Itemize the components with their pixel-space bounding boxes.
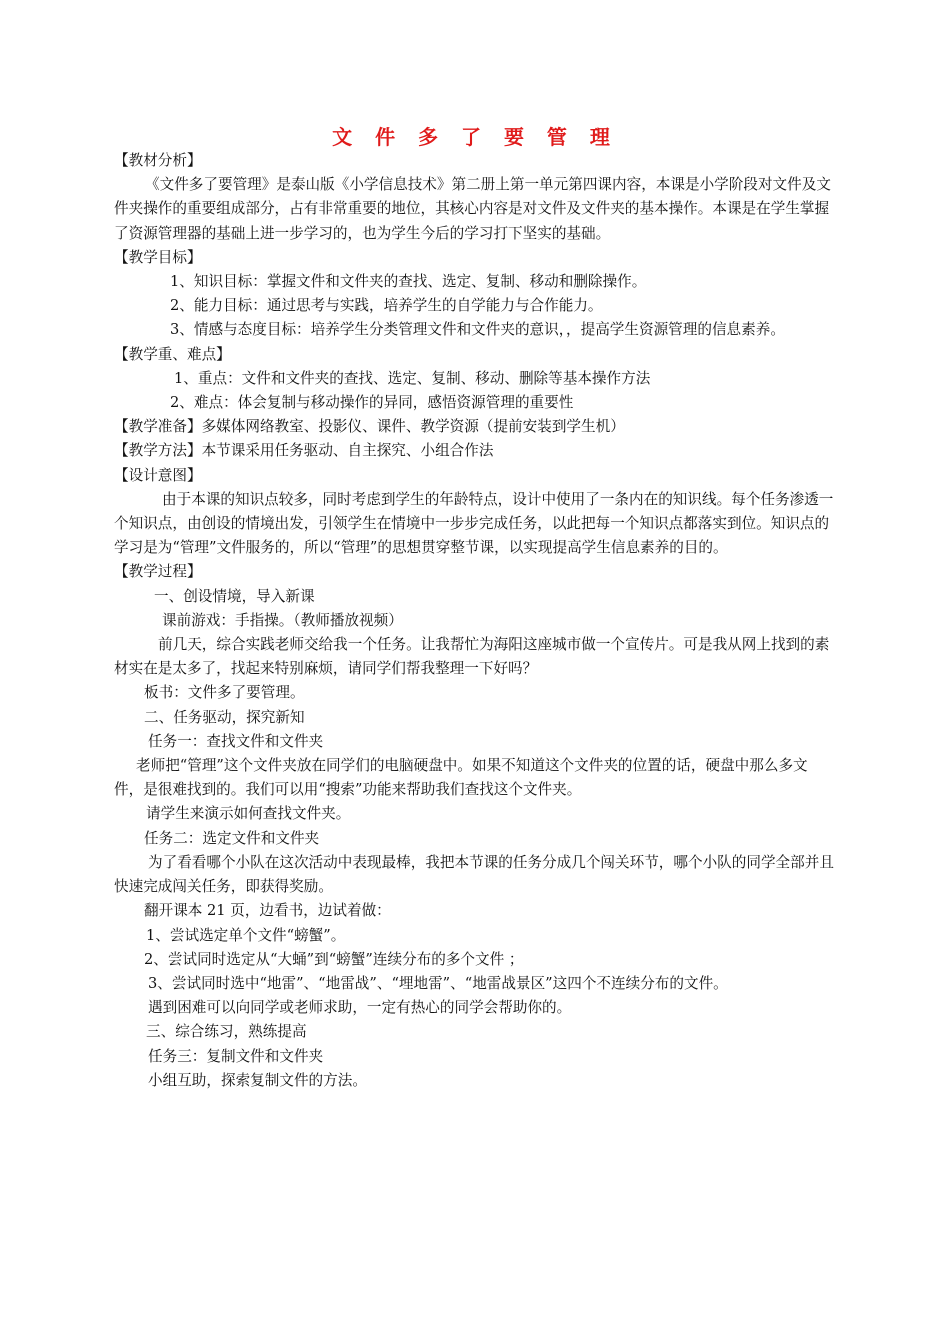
- paragraph: 一、创设情境，导入新课: [154, 587, 315, 605]
- paragraph: 课前游戏：手指操。（教师播放视频）: [162, 611, 403, 629]
- list-item: 2、能力目标：通过思考与实践，培养学生的自学能力与合作能力。: [170, 297, 603, 315]
- paragraph: 前几天，综合实践老师交给我一个任务。让我帮忙为海阳这座城市做一个宣传片。可是我从网上找到的素材实在是太多了，找起来特别麻烦，请同学们帮我整理一下好吗？: [114, 636, 830, 678]
- paragraph: 请学生来演示如何查找文件夹。: [146, 805, 351, 823]
- paragraph: 任务一：查找文件和文件夹: [148, 732, 324, 750]
- list-item: 2、尝试同时选定从“大蛹”到“螃蟹”连续分布的多个文件 ；: [144, 950, 524, 968]
- paragraph: 由于本课的知识点较多，同时考虑到学生的年龄特点，设计中使用了一条内在的知识线。每个任务渗透一个知识点，由创设的情境出发，引领学生在情境中一步步完成任务，以此把每一个知识点都落实到位。知识点的学习是为“管理”文件服务的，所以“管理”的思想贯穿整节课，以实现提高学生信息素养的目的。: [114, 490, 834, 557]
- paragraph: 小组互助，探索复制文件的方法。: [148, 1071, 367, 1089]
- list-item: 1、重点：文件和文件夹的查找、选定、复制、移动、删除等基本操作方法: [174, 369, 651, 387]
- paragraph: 任务三：复制文件和文件夹: [148, 1047, 324, 1065]
- paragraph: 《文件多了要管理》是泰山版《小学信息技术》第二册上第一单元第四课内容，本课是小学阶段对文件及文件夹操作的重要组成部分，占有非常重要的地位，其核心内容是对文件及文件夹的基本操作。本课是在学生掌握了资源管理器的基础上进一步学习的，也为学生今后的学习打下坚实的基础。: [114, 176, 831, 242]
- paragraph: 遇到困难可以向同学或老师求助，一定有热心的同学会帮助你的。: [148, 999, 572, 1017]
- list-item: 2、难点：体会复制与移动操作的异同，感悟资源管理的重要性: [170, 394, 574, 412]
- section-heading: 【设计意图】: [114, 466, 202, 484]
- list-item: 1、尝试选定单个文件“螃蟹”。: [146, 926, 346, 944]
- section-heading: 【教学重、难点】: [114, 345, 231, 363]
- section-heading: 【教学方法】本节课采用任务驱动、自主探究、小组合作法: [114, 442, 494, 460]
- document-title: 文 件 多 了 要 管 理: [332, 125, 618, 149]
- paragraph: 任务二：选定文件和文件夹: [144, 829, 320, 847]
- paragraph: 三、综合练习，熟练提高: [146, 1023, 307, 1041]
- section-heading: 【教学目标】: [114, 248, 202, 266]
- document-body: [114, 149, 836, 1093]
- list-item: 3、尝试同时选中“地雷”、“地雷战”、“埋地雷”、“地雷战景区”这四个不连续分布的文件。: [148, 974, 728, 992]
- section-heading: 【教学准备】多媒体网络教室、投影仪、课件、教学资源（提前安装到学生机）: [114, 418, 625, 436]
- paragraph: 为了看看哪个小队在这次活动中表现最棒，我把本节课的任务分成几个闯关环节，哪个小队的同学全部并且快速完成闯关任务，即获得奖励。: [114, 853, 834, 896]
- section-heading: 【教材分析】: [114, 152, 202, 169]
- paragraph: 二、任务驱动，探究新知: [144, 708, 305, 726]
- list-item: 1、知识目标：掌握文件和文件夹的查找、选定、复制、移动和删除操作。: [170, 273, 647, 291]
- list-item: 3、情感与态度目标：培养学生分类管理文件和文件夹的意识，，提高学生资源管理的信息素养。: [170, 321, 785, 339]
- paragraph: 老师把“管理”这个文件夹放在同学们的电脑硬盘中。如果不知道这个文件夹的位置的话，硬盘中那么多文件，是很难找到的。我们可以用“搜索”功能来帮助我们查找这个文件夹。: [114, 757, 808, 799]
- paragraph: 翻开课本 21 页，边看书，边试着做：: [144, 902, 391, 920]
- section-heading: 【教学过程】: [114, 563, 202, 581]
- paragraph: 板书：文件多了要管理。: [144, 684, 305, 702]
